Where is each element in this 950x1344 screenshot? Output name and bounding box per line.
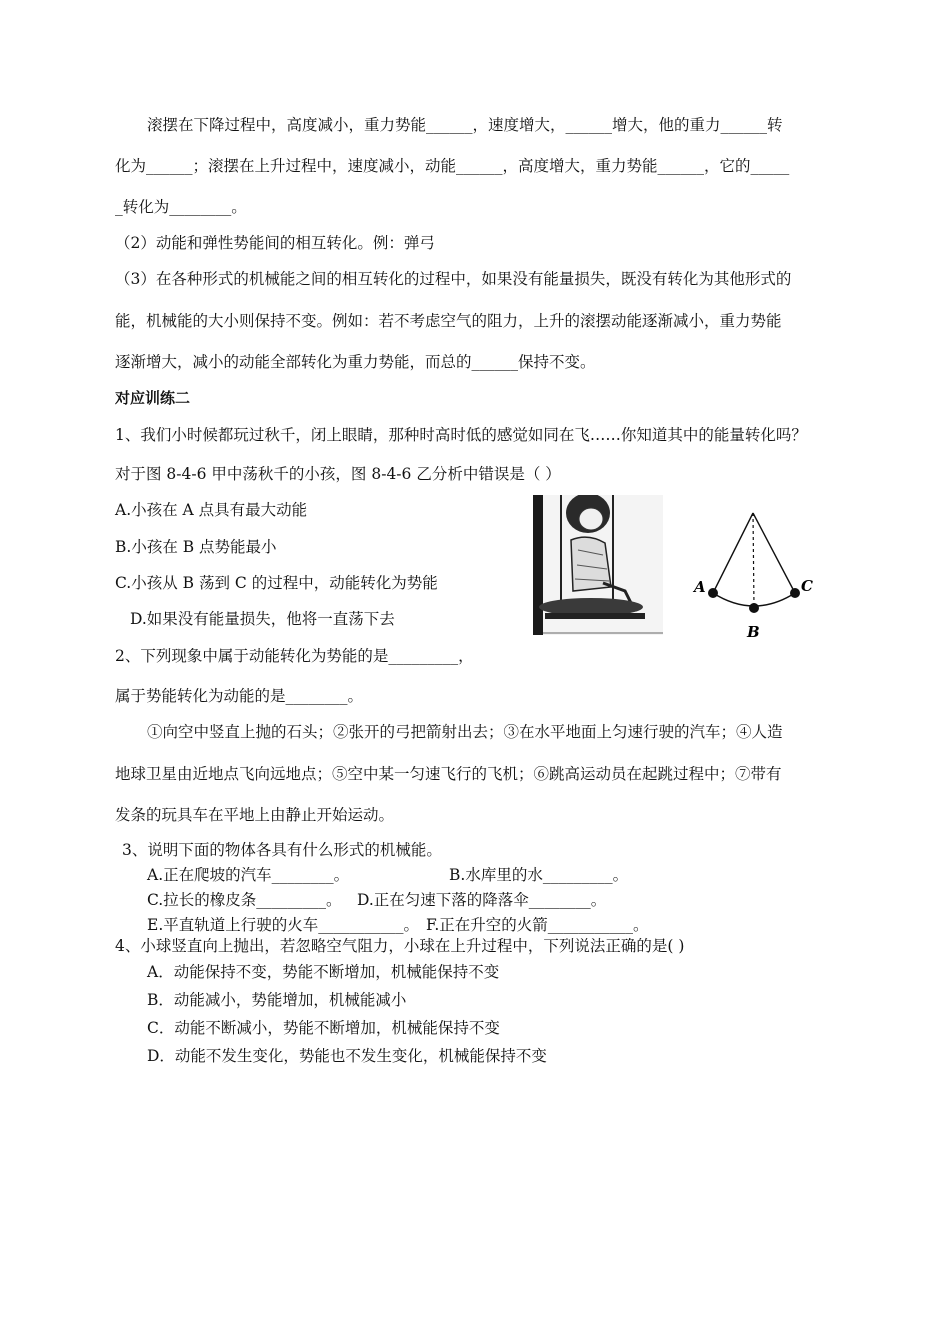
- intro-point-3-line-3: 逐渐增大，减小的动能全部转化为重力势能，而总的______保持不变。: [115, 353, 596, 371]
- q1-stem-line-2: 对于图 8-4-6 甲中荡秋千的小孩，图 8-4-6 乙分析中错误是（ ）: [115, 465, 561, 483]
- section-title: 对应训练二: [115, 389, 191, 407]
- q3-item-a: A.正在爬坡的汽车________。: [147, 866, 350, 884]
- pendulum-point-b: [749, 603, 759, 613]
- pendulum-point-c: [790, 588, 800, 598]
- q1-option-c: C.小孩从 B 荡到 C 的过程中，动能转化为势能: [115, 574, 438, 592]
- q2-line-5: 发条的玩具车在平地上由静止开始运动。: [115, 806, 395, 824]
- q1-option-b: B.小孩在 B 点势能最小: [115, 538, 277, 556]
- q4-stem: 4、小球竖直向上抛出，若忽略空气阻力，小球在上升过程中，下列说法正确的是( ): [115, 937, 685, 955]
- intro-line-3: _转化为________。: [115, 198, 247, 216]
- swing-illustration: [533, 495, 817, 645]
- intro-point-2: （2）动能和弹性势能间的相互转化。例：弹弓: [115, 234, 435, 252]
- q2-line-2: 属于势能转化为动能的是________。: [115, 687, 364, 705]
- q2-line-1: 2、下列现象中属于动能转化为势能的是_________，: [115, 647, 474, 665]
- pendulum-string-b: [753, 513, 754, 608]
- q4-option-a: A．动能保持不变，势能不断增加，机械能保持不变: [147, 963, 500, 981]
- q4-option-b: B．动能减小，势能增加，机械能减小: [147, 991, 407, 1009]
- pendulum-string-a: [713, 513, 753, 593]
- pendulum-label-a: A: [694, 578, 706, 596]
- intro-point-3-line-2: 能，机械能的大小则保持不变。例如：若不考虑空气的阻力，上升的滚摆动能逐渐减小，重力势能: [115, 312, 782, 330]
- q1-stem-line-1: 1、我们小时候都玩过秋千，闭上眼睛，那种时高时低的感觉如同在飞……你知道其中的能量转化吗？: [115, 426, 807, 444]
- q3-item-d: D.正在匀速下落的降落伞________。: [357, 891, 607, 909]
- swing-frame-post: [533, 495, 543, 635]
- q3-item-c: C.拉长的橡皮条_________。: [147, 891, 342, 909]
- swing-seat-base: [545, 613, 645, 619]
- q1-option-d: D.如果没有能量损失，他将一直荡下去: [130, 610, 395, 628]
- swing-figure: [533, 495, 817, 645]
- q3-item-e: E.平直轨道上行驶的火车___________。: [147, 916, 419, 934]
- pendulum-string-c: [753, 513, 795, 593]
- pendulum-label-b: B: [747, 623, 760, 641]
- q3-item-f: F.正在升空的火箭___________。: [426, 916, 649, 934]
- intro-line-2: 化为______；滚摆在上升过程中，速度减小，动能______，高度增大，重力势能______，它的_____: [115, 157, 790, 175]
- child-face: [579, 508, 603, 530]
- pendulum-label-c: C: [801, 577, 813, 595]
- pendulum-point-a: [708, 588, 718, 598]
- intro-line-1: 滚摆在下降过程中，高度减小，重力势能______，速度增大，______增大，他的重力______转: [147, 116, 783, 134]
- q2-line-4: 地球卫星由近地点飞向远地点；⑤空中某一匀速飞行的飞机；⑥跳高运动员在起跳过程中；⑦带有: [115, 765, 782, 783]
- q2-line-3: ①向空中竖直上抛的石头；②张开的弓把箭射出去；③在水平地面上匀速行驶的汽车；④人造: [147, 723, 783, 741]
- q1-option-a: A.小孩在 A 点具有最大动能: [115, 501, 308, 519]
- q4-option-d: D．动能不发生变化，势能也不发生变化，机械能保持不变: [147, 1047, 547, 1065]
- intro-point-3-line-1: （3）在各种形式的机械能之间的相互转化的过程中，如果没有能量损失，既没有转化为其他形式的: [115, 270, 792, 288]
- q3-item-b: B.水库里的水_________。: [449, 866, 629, 884]
- q4-option-c: C．动能不断减小，势能不断增加，机械能保持不变: [147, 1019, 500, 1037]
- q3-title: 3、说明下面的物体各具有什么形式的机械能。: [122, 841, 442, 859]
